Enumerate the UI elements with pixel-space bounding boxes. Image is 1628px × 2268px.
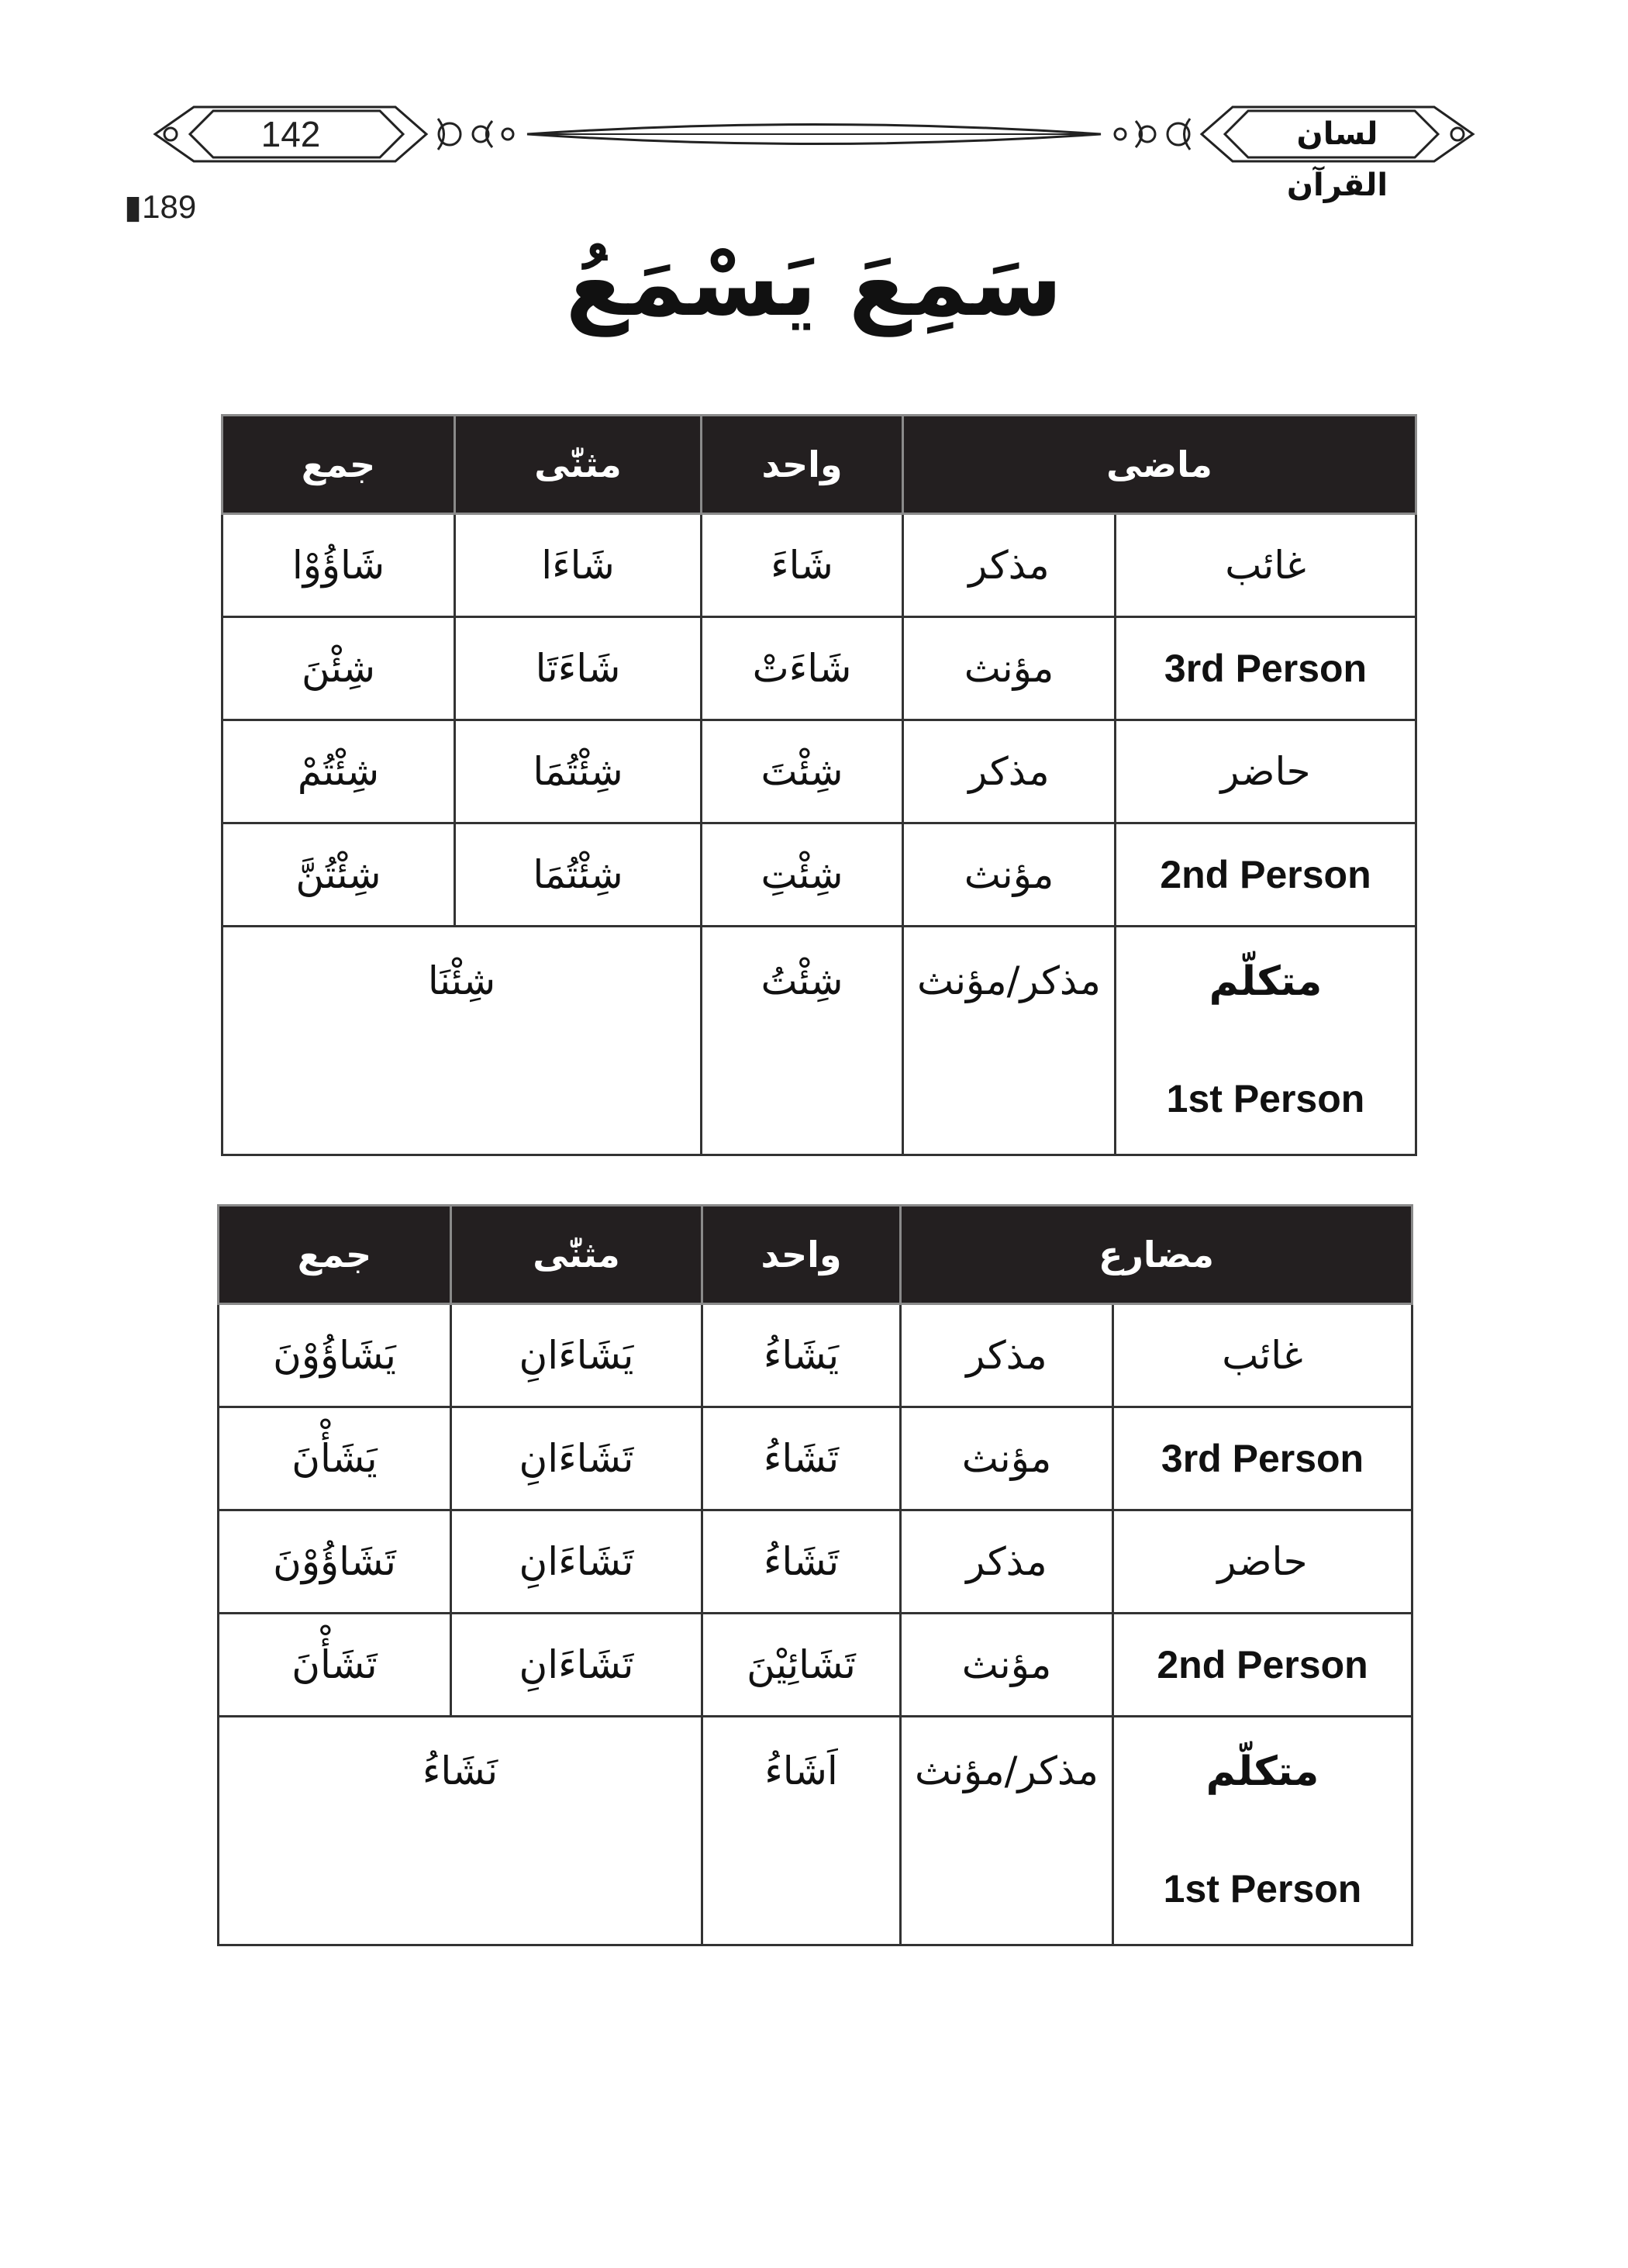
cell-gender: مؤنث — [903, 617, 1116, 720]
cell-jama: شِئْتُنَّ — [222, 823, 455, 927]
cell-person: حاضر — [1113, 1510, 1412, 1614]
cell-person: 3rd Person — [1113, 1407, 1412, 1510]
column-header-wahid: واحد — [702, 1206, 901, 1304]
column-header-tense: مضارع — [901, 1206, 1412, 1304]
table-row — [219, 1407, 1412, 1510]
cell-gender: مؤنث — [901, 1407, 1113, 1510]
column-header-muthanna: مثنّٰی — [455, 416, 702, 514]
cell-muthanna: شَاءَتَا — [455, 617, 702, 720]
cell-muthanna: شِئْتُمَا — [455, 720, 702, 823]
person-label-ar: متکلّم — [1205, 1748, 1319, 1795]
cell-muthanna: تَشَاءَانِ — [451, 1510, 702, 1614]
cell-jama: شِئْتُمْ — [222, 720, 455, 823]
cell-gender: مذکر — [901, 1510, 1113, 1614]
table-row — [222, 720, 1416, 823]
column-header-jama: جمع — [219, 1206, 451, 1304]
madi-table — [221, 414, 1417, 1156]
cell-wahid: شِئْتَ — [702, 720, 903, 823]
cell-gender: مذکر/مؤنث — [903, 927, 1116, 1155]
cell-muthanna: تَشَاءَانِ — [451, 1407, 702, 1510]
cell-wahid: تَشَاءُ — [702, 1510, 901, 1614]
cell-jama: يَشَأْنَ — [219, 1407, 451, 1510]
table-row-first-person — [222, 927, 1416, 1155]
cell-wahid: تَشَائِيْنَ — [702, 1614, 901, 1717]
cell-person: غائب — [1113, 1304, 1412, 1407]
table-header-row — [219, 1206, 1412, 1304]
table-row — [219, 1510, 1412, 1614]
cell-gender: مؤنث — [901, 1614, 1113, 1717]
cell-wahid: شِئْتُ — [702, 927, 903, 1155]
cell-gender: مؤنث — [903, 823, 1116, 927]
cell-gender: مذکر — [901, 1304, 1113, 1407]
cell-muthanna: يَشَاءَانِ — [451, 1304, 702, 1407]
cell-person — [1113, 1717, 1412, 1945]
page-title: سَمِعَ يَسْمَعُ — [565, 230, 1063, 337]
cell-person: غائب — [1116, 514, 1416, 617]
column-header-jama: جمع — [222, 416, 455, 514]
cell-person: 2nd Person — [1113, 1614, 1412, 1717]
cell-jama: تَشَاؤُوْنَ — [219, 1510, 451, 1614]
cell-wahid: شَاءَ — [702, 514, 903, 617]
cell-jama: يَشَاؤُوْنَ — [219, 1304, 451, 1407]
cell-gender: مذکر — [903, 514, 1116, 617]
cell-wahid: يَشَاءُ — [702, 1304, 901, 1407]
side-reference — [124, 188, 196, 226]
book-title: لسان القرآن — [1286, 116, 1388, 203]
column-header-wahid: واحد — [702, 416, 903, 514]
cell-gender: مذکر — [903, 720, 1116, 823]
table-row — [219, 1304, 1412, 1407]
mudari-table — [217, 1204, 1413, 1946]
table-row — [222, 514, 1416, 617]
cell-jama: تَشَأْنَ — [219, 1614, 451, 1717]
cell-jama: شَاؤُوْا — [222, 514, 455, 617]
cell-wahid: شِئْتِ — [702, 823, 903, 927]
table-header-row — [222, 416, 1416, 514]
cell-gender: مذکر/مؤنث — [901, 1717, 1113, 1945]
column-header-tense: ماضی — [903, 416, 1416, 514]
cell-muthanna: شِئْتُمَا — [455, 823, 702, 927]
page-header — [140, 91, 1488, 203]
person-label-en: 1st Person — [1166, 1077, 1365, 1120]
book-icon: ▮ — [124, 188, 143, 225]
cell-wahid: اَشَاءُ — [702, 1717, 901, 1945]
cell-wahid: تَشَاءُ — [702, 1407, 901, 1510]
cell-person: 2nd Person — [1116, 823, 1416, 927]
cell-jama: شِئْنَ — [222, 617, 455, 720]
side-reference-number: 189 — [142, 188, 197, 225]
cell-person — [1116, 927, 1416, 1155]
cell-muthanna: شَاءَا — [455, 514, 702, 617]
page-number: 142 — [260, 114, 321, 154]
cell-person: 3rd Person — [1116, 617, 1416, 720]
table-row — [222, 617, 1416, 720]
table-row — [219, 1614, 1412, 1717]
person-label-ar: متکلّم — [1209, 958, 1323, 1005]
cell-wahid: شَاءَتْ — [702, 617, 903, 720]
cell-person: حاضر — [1116, 720, 1416, 823]
table-row — [222, 823, 1416, 927]
person-label-en: 1st Person — [1163, 1867, 1362, 1911]
cell-plural: نَشَاءُ — [219, 1717, 702, 1945]
cell-plural: شِئْنَا — [222, 927, 702, 1155]
cell-muthanna: تَشَاءَانِ — [451, 1614, 702, 1717]
column-header-muthanna: مثنّٰی — [451, 1206, 702, 1304]
table-row-first-person — [219, 1717, 1412, 1945]
